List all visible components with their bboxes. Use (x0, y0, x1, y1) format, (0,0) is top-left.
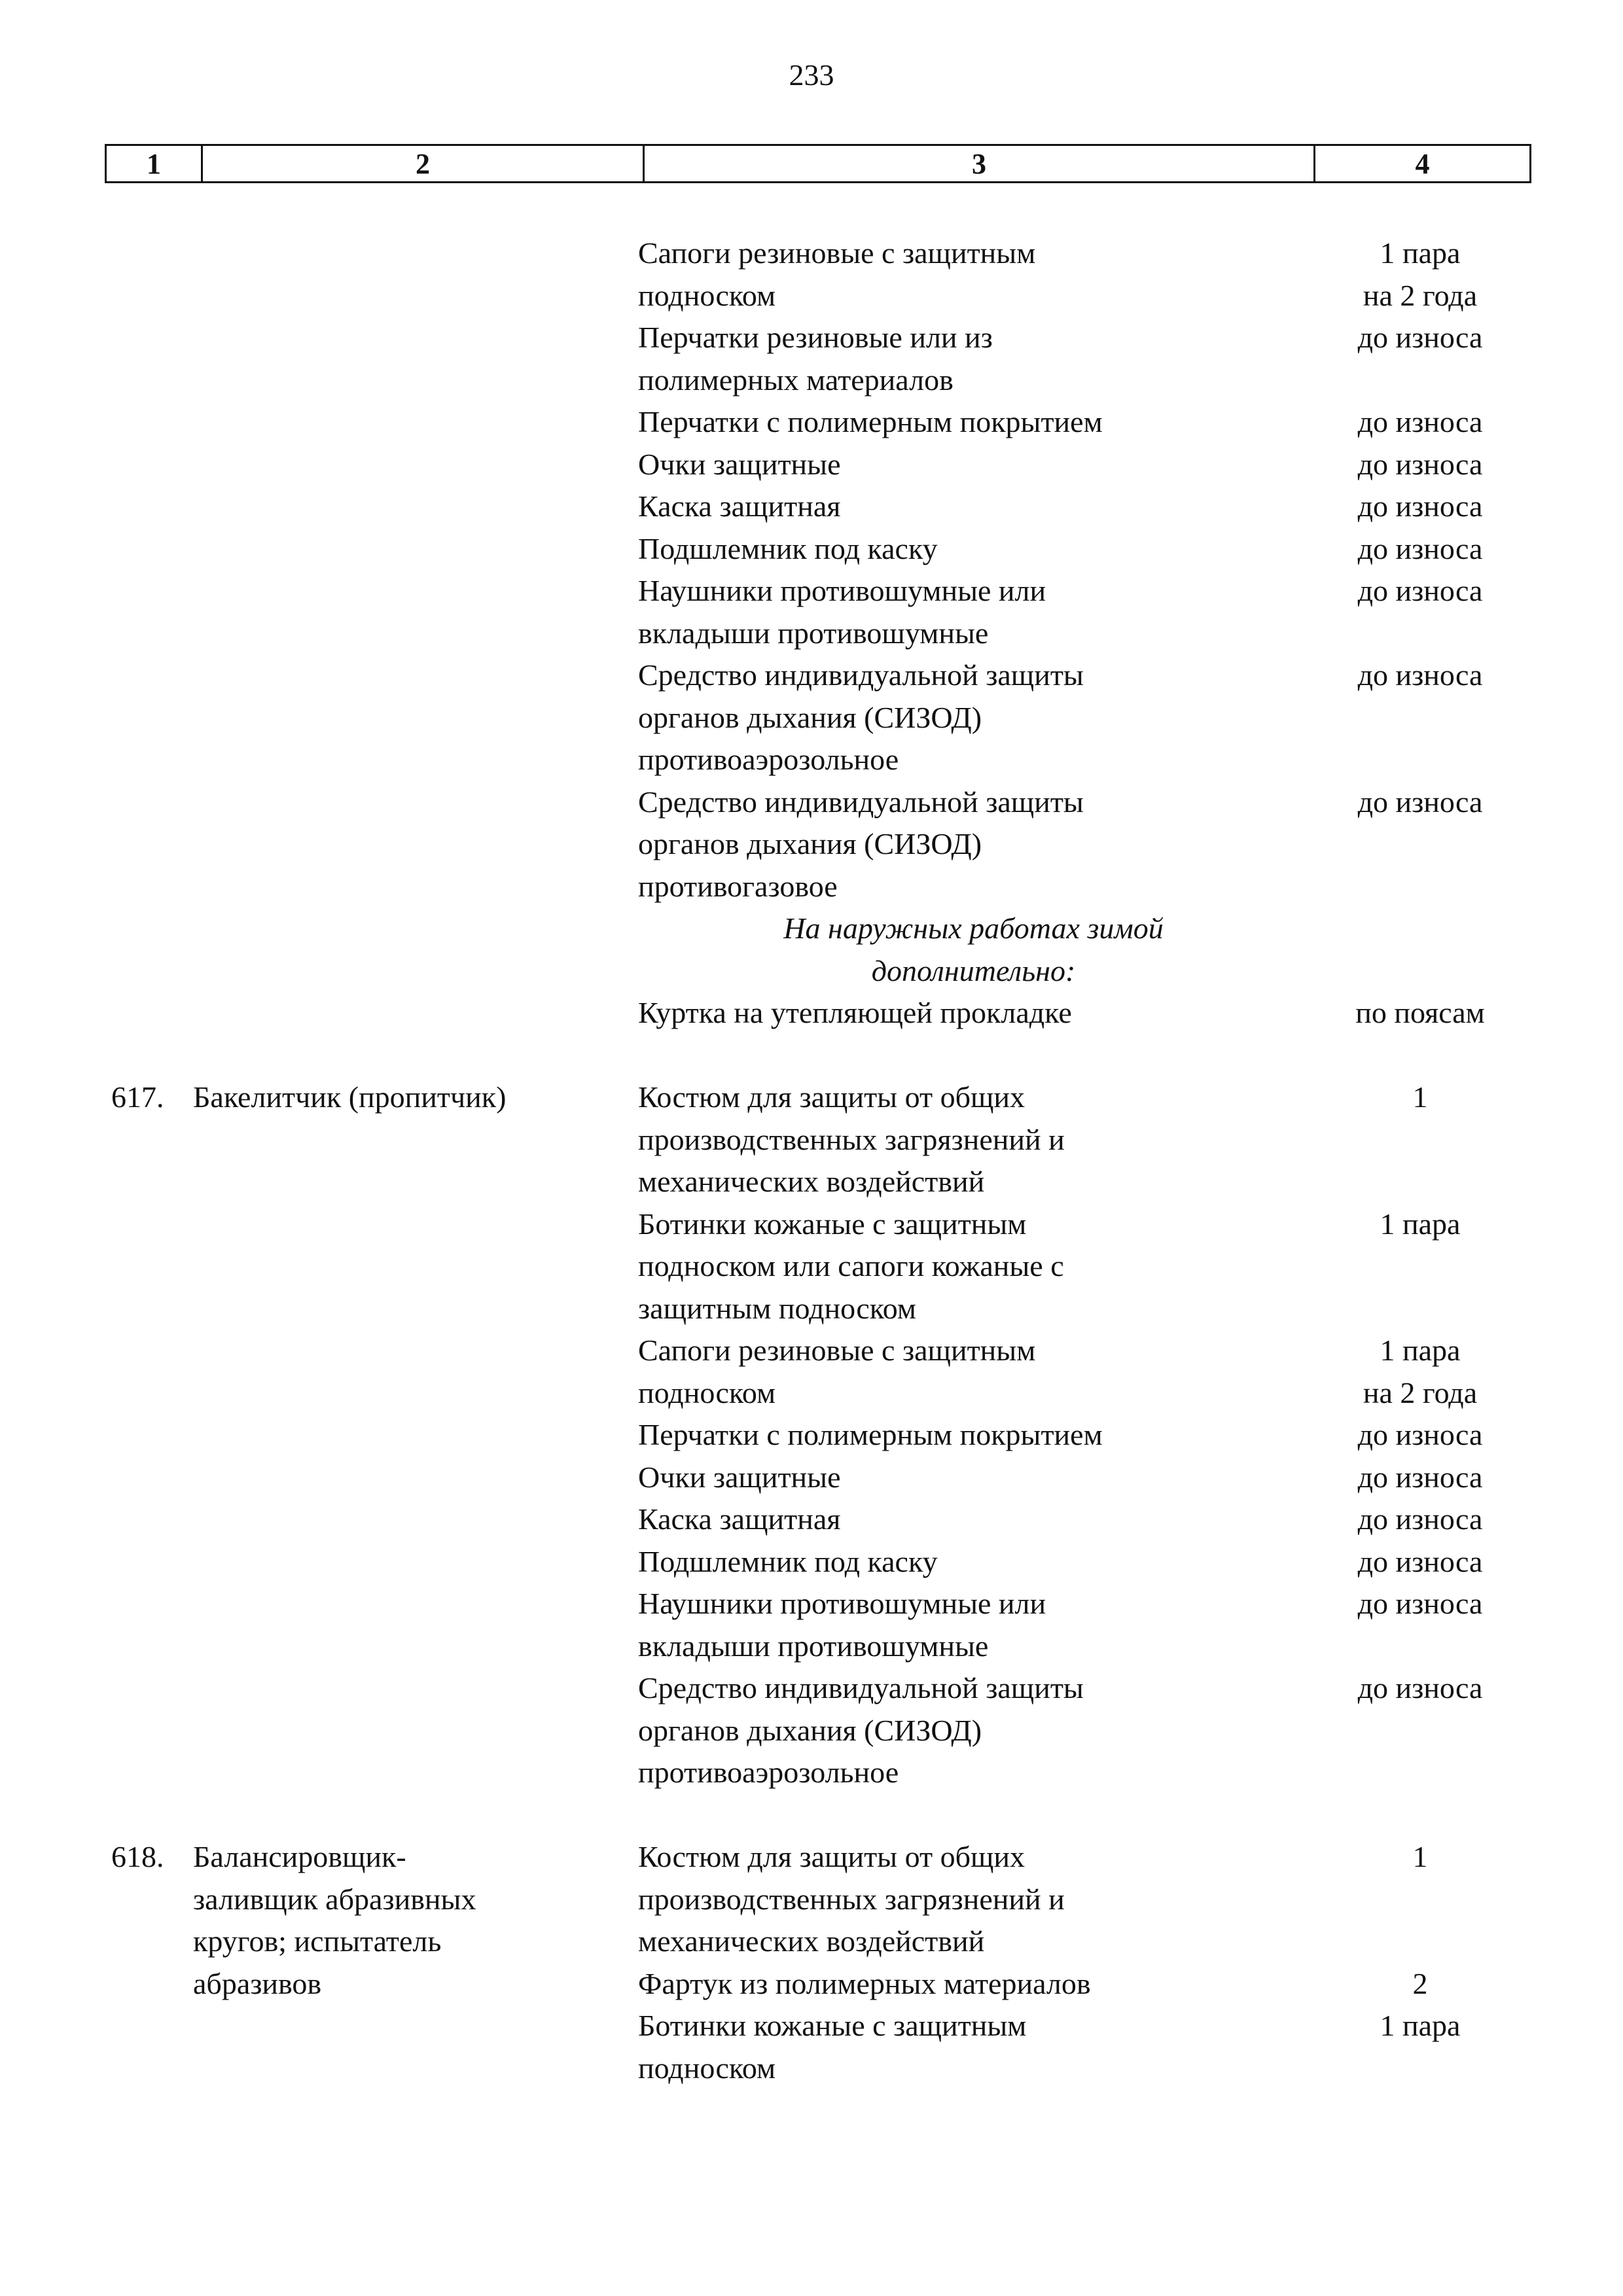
ppe-name-line: Ботинки кожаные с защитным (638, 1207, 1027, 1241)
ppe-item-norm (1309, 1541, 1531, 1583)
ppe-name-line: Сапоги резиновые с защитным (638, 1333, 1036, 1367)
ppe-item-norm (1309, 1836, 1531, 1963)
ppe-item-norm (1309, 317, 1531, 401)
ppe-item (638, 528, 1531, 571)
ppe-name-line: Средство индивидуальной защиты (638, 785, 1084, 819)
ppe-item (638, 1498, 1531, 1541)
table-row (105, 1836, 1531, 2089)
ppe-item (638, 1457, 1531, 1499)
ppe-item-name (638, 992, 1309, 1034)
table-row (105, 232, 1531, 1034)
ppe-name-line: органов дыхания (СИЗОД) (638, 700, 982, 734)
ppe-norm-line: до износа (1357, 1587, 1483, 1620)
ppe-item-name (638, 1203, 1309, 1330)
ppe-name-line: вкладыши противошумные (638, 616, 989, 650)
ppe-name-line: Каска защитная (638, 489, 841, 523)
ppe-item (638, 1836, 1531, 1963)
ppe-item (638, 1583, 1531, 1667)
ppe-norm-line: 1 (1412, 1080, 1428, 1114)
ppe-name-line: Перчатки с полимерным покрытием (638, 405, 1103, 438)
ppe-item-name (638, 1667, 1309, 1794)
ppe-items (638, 232, 1531, 1034)
ppe-item (638, 1541, 1531, 1583)
profession-name (193, 1836, 638, 2089)
ppe-norm-line: 1 (1412, 1840, 1428, 1873)
ppe-item (638, 1667, 1531, 1794)
ppe-item-name (638, 781, 1309, 908)
ppe-name-line: производственных загрязнений и (638, 1882, 1065, 1916)
ppe-items (638, 1076, 1531, 1794)
ppe-item-norm (1309, 1076, 1531, 1203)
ppe-item-name (638, 317, 1309, 401)
ppe-name-line: полимерных материалов (638, 362, 954, 397)
ppe-name-line: Фартук из полимерных материалов (638, 1966, 1091, 2000)
section-subheading (638, 908, 1309, 992)
profession-line: абразивов (193, 1966, 322, 2000)
ppe-item-norm (1309, 528, 1531, 571)
ppe-item (638, 317, 1531, 401)
ppe-norm-line: до износа (1357, 1460, 1483, 1494)
ppe-name-line: Ботинки кожаные с защитным (638, 2009, 1027, 2042)
ppe-name-line: подноском (638, 2051, 776, 2085)
ppe-name-line: Костюм для защиты от общих (638, 1840, 1026, 1873)
profession-line: кругов; испытатель (193, 1924, 442, 1958)
column-header-2: 2 (203, 146, 645, 181)
ppe-norm-line: 1 пара (1380, 1207, 1461, 1241)
ppe-item (638, 992, 1531, 1034)
ppe-item-name (638, 1836, 1309, 1963)
ppe-name-line: Средство индивидуальной защиты (638, 658, 1084, 692)
ppe-item-norm (1309, 401, 1531, 444)
ppe-name-line: подноском или сапоги кожаные с (638, 1249, 1064, 1282)
ppe-name-line: механических воздействий (638, 1165, 985, 1198)
ppe-item-norm (1309, 1667, 1531, 1794)
norms-table-body (105, 232, 1531, 2132)
ppe-name-line: противоаэрозольное (638, 1756, 899, 1789)
ppe-item-norm (1309, 1963, 1531, 2005)
ppe-name-line: Куртка на утепляющей прокладке (638, 996, 1072, 1029)
ppe-item-norm (1309, 2005, 1531, 2089)
entry-number: 617. (111, 1080, 164, 1114)
ppe-name-line: Сапоги резиновые с защитным (638, 236, 1036, 270)
ppe-name-line: Наушники противошумные или (638, 574, 1046, 607)
ppe-item-name (638, 1583, 1309, 1667)
ppe-item-norm (1309, 486, 1531, 528)
ppe-item-norm (1309, 232, 1531, 317)
ppe-item-name (638, 1414, 1309, 1457)
ppe-item (638, 1076, 1531, 1203)
ppe-item (638, 401, 1531, 444)
table-row (105, 1076, 1531, 1794)
ppe-item-norm (1309, 1583, 1531, 1667)
ppe-item-norm (1309, 781, 1531, 908)
ppe-norm-line: до износа (1357, 1544, 1483, 1578)
ppe-norm-line: до износа (1357, 321, 1483, 354)
ppe-item (638, 444, 1531, 486)
ppe-norm-line: 2 (1412, 1966, 1428, 2000)
ppe-item (638, 654, 1531, 781)
ppe-item-name (638, 232, 1309, 317)
ppe-item (638, 2005, 1531, 2089)
ppe-name-line: противогазовое (638, 869, 838, 903)
ppe-item-norm (1309, 654, 1531, 781)
ppe-name-line: органов дыхания (СИЗОД) (638, 1713, 982, 1747)
profession-name (193, 232, 638, 1034)
ppe-norm-line: до износа (1357, 574, 1483, 607)
column-header-row (105, 144, 1531, 183)
ppe-name-line: Каска защитная (638, 1502, 841, 1536)
ppe-norm-line: по поясам (1355, 996, 1485, 1029)
ppe-item-norm (1309, 1330, 1531, 1414)
ppe-item-norm (1309, 992, 1531, 1034)
ppe-norm-line: до износа (1357, 447, 1483, 481)
ppe-item-norm (1309, 444, 1531, 486)
ppe-name-line: защитным подноском (638, 1291, 916, 1325)
ppe-item (638, 232, 1531, 317)
ppe-item-norm (1309, 1498, 1531, 1541)
ppe-item-name (638, 444, 1309, 486)
ppe-name-line: Перчатки с полимерным покрытием (638, 1418, 1103, 1451)
ppe-norm-line: 1 пара (1380, 236, 1461, 270)
ppe-name-line: механических воздействий (638, 1924, 985, 1958)
ppe-item (638, 1330, 1531, 1414)
subheading-line: дополнительно: (871, 953, 1076, 987)
ppe-item-name (638, 1963, 1309, 2005)
ppe-name-line: противоаэрозольное (638, 743, 899, 776)
ppe-item-norm (1309, 1203, 1531, 1330)
ppe-item-name (638, 528, 1309, 571)
ppe-norm-line: 1 пара (1380, 1333, 1461, 1367)
ppe-item (638, 1414, 1531, 1457)
ppe-item-name (638, 1076, 1309, 1203)
ppe-norm-line: до износа (1357, 405, 1483, 438)
entry-number: 618. (111, 1840, 164, 1873)
ppe-name-line: Наушники противошумные или (638, 1587, 1046, 1620)
ppe-norm-line: до износа (1357, 658, 1483, 692)
ppe-norm-line: до износа (1357, 1502, 1483, 1536)
ppe-item (638, 570, 1531, 654)
ppe-norm-line: до износа (1357, 489, 1483, 523)
ppe-name-line: вкладыши противошумные (638, 1629, 989, 1663)
ppe-name-line: органов дыхания (СИЗОД) (638, 827, 982, 860)
profession-name (193, 1076, 638, 1794)
ppe-name-line: Подшлемник под каску (638, 1544, 938, 1578)
entry-number (105, 232, 193, 1034)
ppe-item-name (638, 570, 1309, 654)
ppe-item-name (638, 401, 1309, 444)
ppe-name-line: Перчатки резиновые или из (638, 321, 993, 354)
ppe-name-line: подноском (638, 278, 776, 312)
ppe-name-line: подноском (638, 1375, 776, 1409)
ppe-norm-line: до износа (1357, 531, 1483, 565)
ppe-item-name (638, 1498, 1309, 1541)
ppe-name-line: Подшлемник под каску (638, 531, 938, 565)
ppe-name-line: производственных загрязнений и (638, 1122, 1065, 1156)
ppe-item-name (638, 654, 1309, 781)
ppe-name-line: Очки защитные (638, 447, 841, 481)
ppe-item-name (638, 1457, 1309, 1499)
ppe-item (638, 486, 1531, 528)
ppe-item (638, 781, 1531, 908)
subheading-line: На наружных работах зимой (783, 911, 1164, 945)
ppe-item-norm (1309, 1414, 1531, 1457)
ppe-norm-line: до износа (1357, 1418, 1483, 1451)
ppe-norm-line: до износа (1357, 785, 1483, 819)
ppe-item (638, 1203, 1531, 1330)
ppe-item-name (638, 1541, 1309, 1583)
ppe-item-name (638, 486, 1309, 528)
column-header-3: 3 (645, 146, 1315, 181)
page-number: 233 (789, 58, 834, 92)
profession-line: Бакелитчик (пропитчик) (193, 1080, 507, 1114)
profession-line: заливщик абразивных (193, 1882, 476, 1916)
ppe-norm-line: до износа (1357, 1671, 1483, 1704)
ppe-item-name (638, 2005, 1309, 2089)
ppe-item-norm (1309, 1457, 1531, 1499)
column-header-4: 4 (1415, 147, 1430, 180)
ppe-items (638, 1836, 1531, 2089)
profession-line: Балансировщик- (193, 1840, 406, 1873)
ppe-item (638, 1963, 1531, 2005)
ppe-item-norm (1309, 570, 1531, 654)
column-header-1: 1 (107, 146, 203, 181)
ppe-norm-line: на 2 года (1363, 278, 1478, 312)
ppe-norm-line: на 2 года (1363, 1375, 1478, 1409)
ppe-name-line: Средство индивидуальной защиты (638, 1671, 1084, 1704)
ppe-name-line: Очки защитные (638, 1460, 841, 1494)
ppe-item-name (638, 1330, 1309, 1414)
ppe-name-line: Костюм для защиты от общих (638, 1080, 1026, 1114)
ppe-norm-line: 1 пара (1380, 2009, 1461, 2042)
